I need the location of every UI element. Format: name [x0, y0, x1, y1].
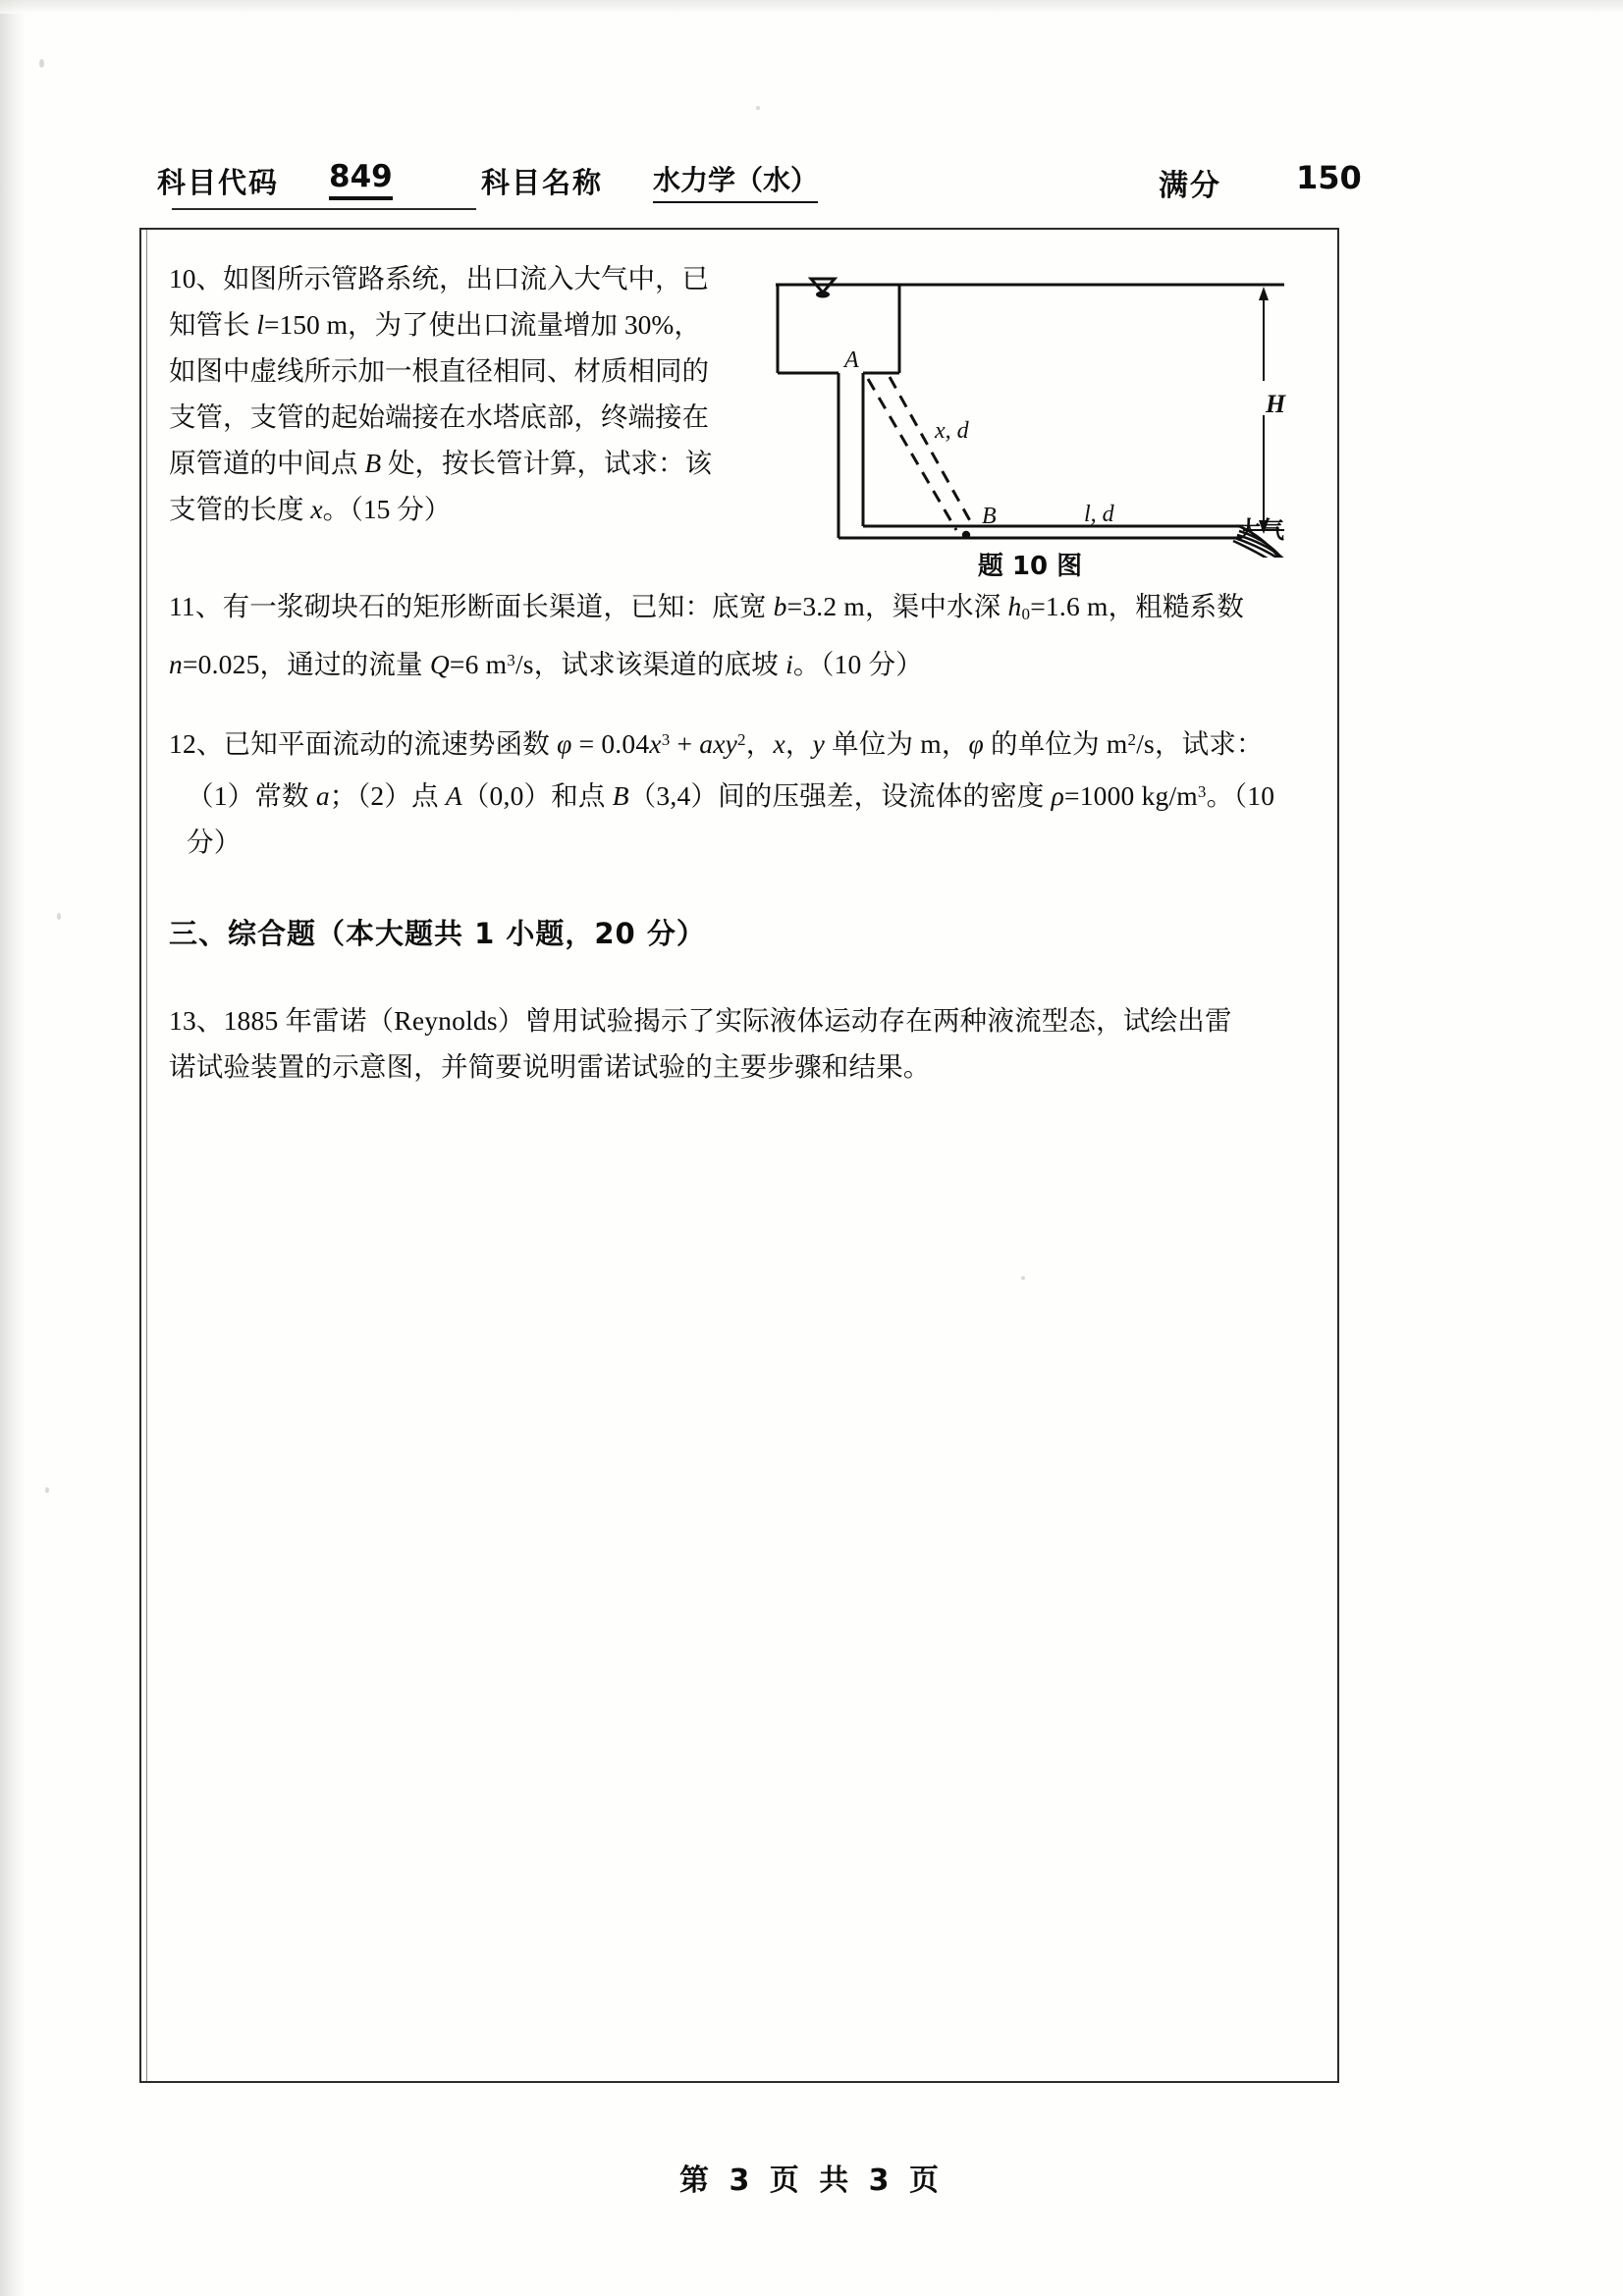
label-branch: x, d: [935, 418, 969, 444]
document-header: [157, 155, 1483, 210]
content-area: [169, 240, 1308, 1090]
label-b: B: [982, 504, 997, 529]
q10-line-1: 10、如图所示管路系统，出口流入大气中，已: [169, 263, 709, 294]
question-10-figure: [770, 243, 1290, 587]
label-main: l, d: [1084, 502, 1114, 527]
subject-name-label: 科目名称: [481, 166, 604, 199]
q11-line-2: n=0.025，通过的流量 Q=6 $m^3/s$，试求该渠道的底坡 i。（10 分）: [169, 648, 923, 679]
figure-caption: 题 10 图: [977, 552, 1083, 581]
water-surface-symbol: [811, 279, 835, 298]
scan-speck: [45, 1487, 49, 1493]
scan-edge-shading-top: [0, 0, 1623, 14]
q13-line-2: 诺试验装置的示意图，并简要说明雷诺试验的主要步骤和结果。: [169, 1051, 931, 1083]
branch-pipe-dashed: [868, 377, 973, 530]
q12-line-1: 12、已知平面流动的流速势函数 $\varphi = 0.04x^3 + axy^2$，x，y 单位为 m，φ 的单位为 $m^2/s$，试求：: [169, 728, 1264, 760]
label-head: H: [1266, 390, 1286, 418]
label-a: A: [844, 347, 859, 373]
section-3-heading: 三、综合题（本大题共 1 小题，20 分）: [169, 917, 706, 951]
question-10: [169, 240, 1308, 581]
q12-line-2: （1）常数 a；（2）点 A（0,0）和点 B（3,4）间的压强差，设流体的密度 ρ=1000 $kg/m^3$。（10: [187, 780, 1275, 812]
scan-speck: [57, 913, 61, 920]
label-atmosphere: 大气: [1237, 516, 1284, 544]
question-12-parts: [169, 769, 1308, 865]
question-11: [169, 583, 1308, 687]
question-10-text: [169, 255, 758, 532]
q10-line-3: 如图中虚线所示加一根直径相同、材质相同的: [169, 355, 709, 386]
point-b-marker: [962, 531, 970, 539]
subject-name-value: 水力学（水）: [653, 159, 818, 203]
q13-line-1: 13、1885 年雷诺（Reynolds）曾用试验揭示了实际液体运动存在两种液流型态，试绘出雷: [169, 1005, 1232, 1037]
q10-line-6: 支管的长度 x。（15 分）: [169, 494, 452, 524]
q11-line-1: 11、有一浆砌块石的矩形断面长渠道，已知：底宽 b=3.2 m，渠中水深 $h_0=1.6$ m，粗糙系数: [169, 591, 1245, 623]
scan-speck: [756, 106, 760, 110]
q10-line-5: 原管道的中间点 B 处，按长管计算，试求：该: [169, 448, 713, 478]
scan-speck: [39, 59, 44, 68]
header-blank-rule: [172, 208, 476, 210]
scan-edge-shading-left: [0, 0, 26, 2296]
page-footer: 第 3 页 共 3 页: [679, 2163, 944, 2198]
question-12: [169, 717, 1308, 865]
q12-line-3: 分）: [187, 827, 242, 858]
question-13: [169, 997, 1308, 1090]
content-frame: [139, 228, 1339, 2083]
pipe-system-diagram: [770, 243, 1290, 558]
q10-line-2: 知管长 l=150 m，为了使出口流量增加 30%，: [169, 309, 701, 340]
q10-line-4: 支管，支管的起始端接在水塔底部，终端接在: [169, 401, 709, 432]
full-score-value: 150: [1296, 159, 1362, 196]
subject-code-label: 科目代码: [157, 166, 280, 199]
full-score-label: 满分: [1159, 169, 1221, 203]
subject-code-value: 849: [329, 159, 393, 200]
